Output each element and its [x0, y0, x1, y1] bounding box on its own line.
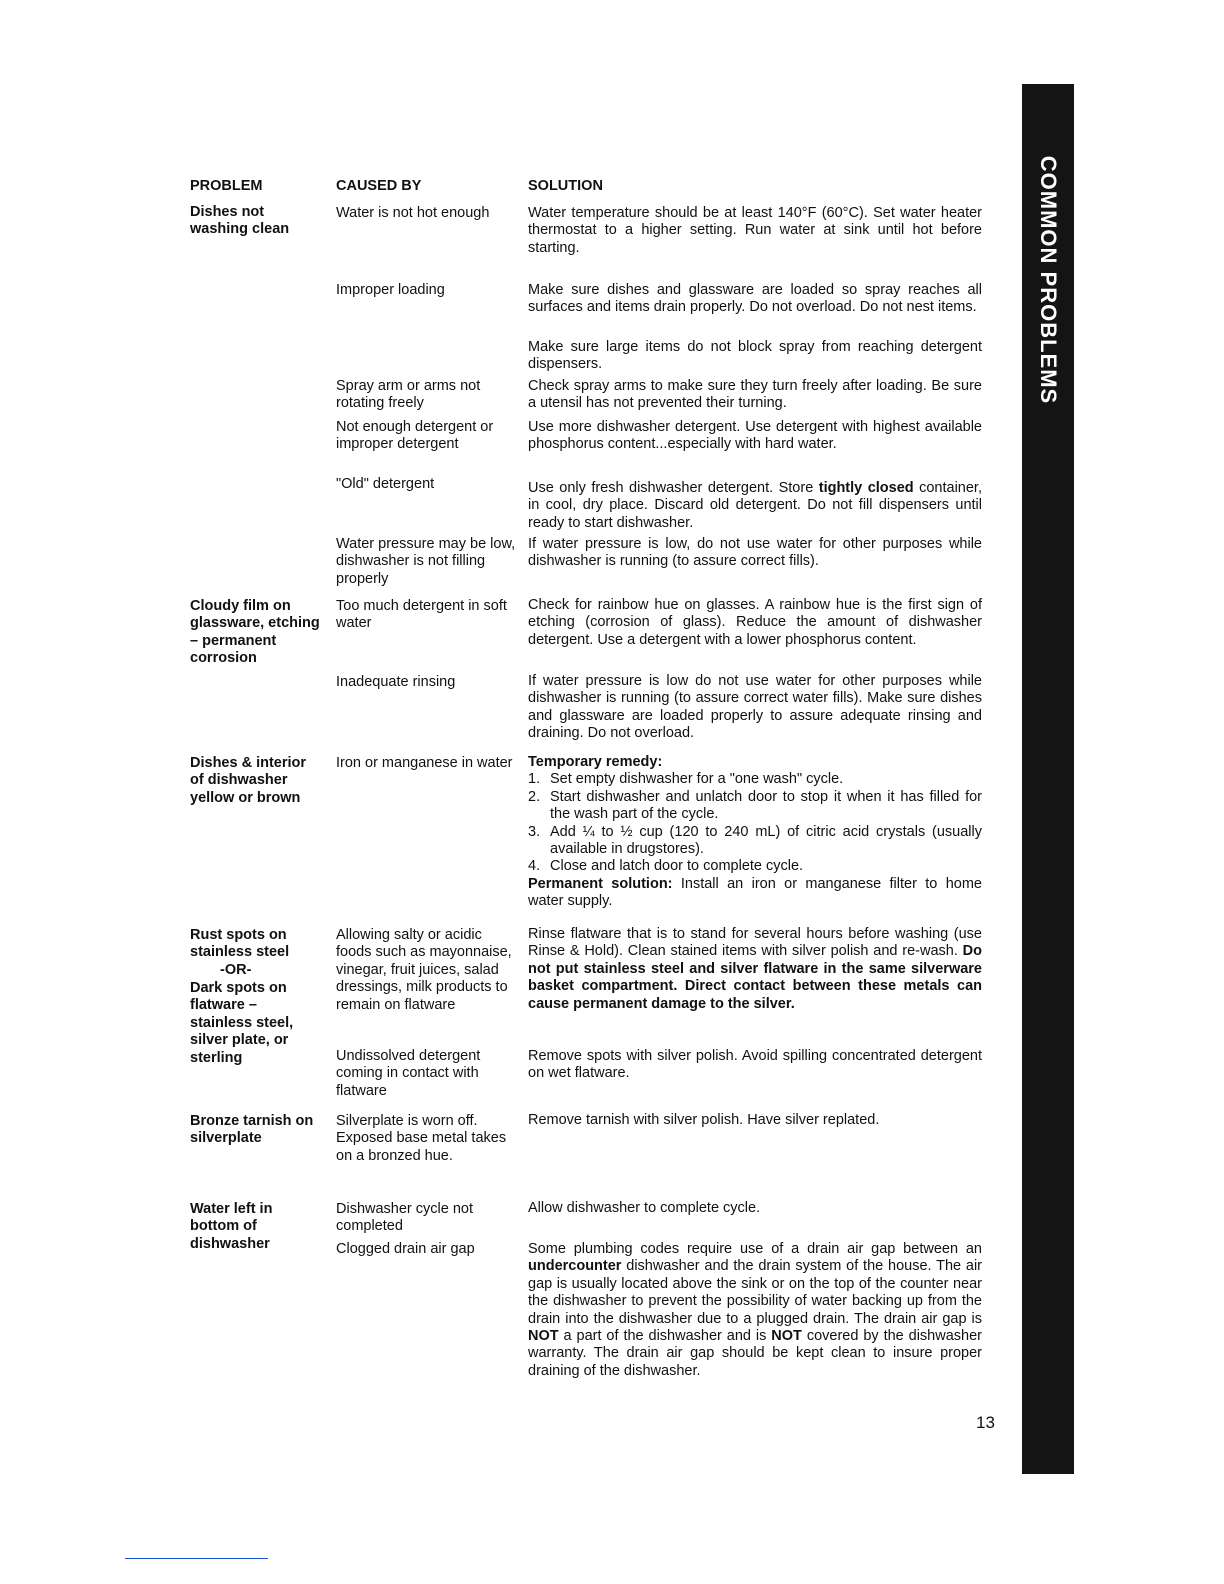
solution-large-items: Make sure large items do not block spray from reaching detergent dispensers.: [528, 339, 982, 373]
header-caused-by: CAUSED BY: [336, 178, 422, 194]
solution-loading: Make sure dishes and glassware are loaded so spray reaches all surfaces and items drain properly. Do not overload. Do not nest items.: [528, 282, 982, 316]
solution-rinsing: If water pressure is low do not use water for other purposes while dishwasher is running (to assure correct water fills). Make sure dishes and glassware are loaded properly to assure adequate rinsing and draining. Do not overload.: [528, 673, 982, 742]
cause-not-enough-detergent: Not enough detergent or improper detergent: [336, 419, 494, 453]
page-number: 13: [976, 1413, 995, 1432]
cause-silverplate-worn: Silverplate is worn off. Exposed base metal takes on a bronzed hue.: [336, 1113, 507, 1164]
problem-dishes-not-clean: Dishes not washing clean: [190, 204, 290, 238]
solution-more-detergent: Use more dishwasher detergent. Use detergent with highest available phosphorus content...especially with hard water.: [528, 419, 982, 453]
remedy-steps: [528, 771, 982, 875]
solution-spray-arms: Check spray arms to make sure they turn freely after loading. Be sure a utensil has not prevented their turning.: [528, 378, 982, 412]
cause-undissolved-detergent: Undissolved detergent coming in contact with flatware: [336, 1048, 481, 1099]
problem-cloudy-film: Cloudy film on glassware, etching – permanent corrosion: [190, 598, 320, 667]
remedy-step: 1. Set empty dishwasher for a "one wash" cycle.: [528, 771, 844, 788]
problem-yellow-brown: Dishes & interior of dishwasher yellow or brown: [190, 755, 307, 806]
solution-temporary-remedy: [528, 754, 982, 911]
remedy-step: 3. Add ¼ to ½ cup (120 to 240 mL) of citric acid crystals (usually available in drugstores).: [528, 823, 982, 858]
side-tab-label: COMMON PROBLEMS: [1036, 155, 1061, 405]
problem-or: -OR-: [220, 962, 252, 978]
header-solution: SOLUTION: [528, 178, 603, 194]
footer-rule: [125, 1558, 268, 1559]
remedy-step: 4. Close and latch door to complete cycle.: [528, 858, 804, 875]
cause-too-much-detergent: Too much detergent in soft water: [336, 598, 507, 632]
solution-air-gap: Some plumbing codes require use of a drain air gap between an undercounter dishwasher and the drain system of the house. The air gap is usually located above the sink or on the top of the counter near the dishwasher to prevent the possibility of water backing up from the drain into the dishwasher due to a plugged drain. The drain air gap is NOT a part of the dishwasher and is NOT covered by the dishwasher warranty. The drain air gap should be kept clean to insure proper draining of the dishwasher.: [528, 1241, 982, 1379]
problem-rust-spots: Rust spots on stainless steel: [190, 927, 290, 961]
permanent-solution: Permanent solution: Install an iron or manganese filter to home water supply.: [528, 875, 982, 910]
cause-iron-manganese: Iron or manganese in water: [336, 755, 513, 771]
solution-rainbow-hue: Check for rainbow hue on glasses. A rainbow hue is the first sign of etching (corrosion of glass). Reduce the amount of dishwasher detergent. Use a detergent with a lower phosphorus content.: [528, 597, 982, 648]
temporary-remedy-title: Temporary remedy:: [528, 754, 663, 770]
remedy-step: 2. Start dishwasher and unlatch door to stop it when it has filled for the wash part of the cycle.: [528, 788, 982, 823]
solution-water-temperature: Water temperature should be at least 140°F (60°C). Set water heater thermostat to a higher setting. Run water at sink until hot before starting.: [528, 205, 982, 256]
cause-spray-arm: Spray arm or arms not rotating freely: [336, 378, 481, 412]
cause-inadequate-rinsing: Inadequate rinsing: [336, 674, 456, 690]
solution-complete-cycle: Allow dishwasher to complete cycle.: [528, 1200, 761, 1216]
solution-silver-polish: Remove spots with silver polish. Avoid spilling concentrated detergent on wet flatware.: [528, 1048, 982, 1082]
cause-water-pressure: Water pressure may be low, dishwasher is not filling properly: [336, 536, 516, 587]
solution-rinse-flatware: Rinse flatware that is to stand for several hours before washing (use Rinse & Hold). Clean stained items with silver polish and re-wash. Do not put stainless steel and silver flatware in the same silverware basket compartment. Direct contact between these metals can cause permanent damage to the silver.: [528, 926, 982, 1012]
cause-clogged-air-gap: Clogged drain air gap: [336, 1241, 475, 1257]
solution-replate: Remove tarnish with silver polish. Have silver replated.: [528, 1112, 880, 1128]
cause-salty-acidic-foods: Allowing salty or acidic foods such as mayonnaise, vinegar, fruit juices, salad dressings, milk products to remain on flatware: [336, 927, 512, 1013]
solution-low-pressure: If water pressure is low, do not use water for other purposes while dishwasher is running (to assure correct fills).: [528, 536, 982, 570]
cause-cycle-not-completed: Dishwasher cycle not completed: [336, 1201, 473, 1235]
cause-improper-loading: Improper loading: [336, 282, 445, 298]
header-problem: PROBLEM: [190, 178, 263, 194]
solution-fresh-detergent: Use only fresh dishwasher detergent. Store tightly closed container, in cool, dry place. Discard old detergent. Do not fill dispensers until ready to start dishwasher.: [528, 480, 982, 531]
problem-water-left: Water left in bottom of dishwasher: [190, 1201, 273, 1252]
problem-bronze-tarnish: Bronze tarnish on silverplate: [190, 1113, 314, 1147]
cause-old-detergent: "Old" detergent: [336, 476, 435, 492]
problem-dark-spots: Dark spots on flatware – stainless steel, silver plate, or sterling: [190, 980, 294, 1066]
cause-water-not-hot: Water is not hot enough: [336, 205, 490, 221]
